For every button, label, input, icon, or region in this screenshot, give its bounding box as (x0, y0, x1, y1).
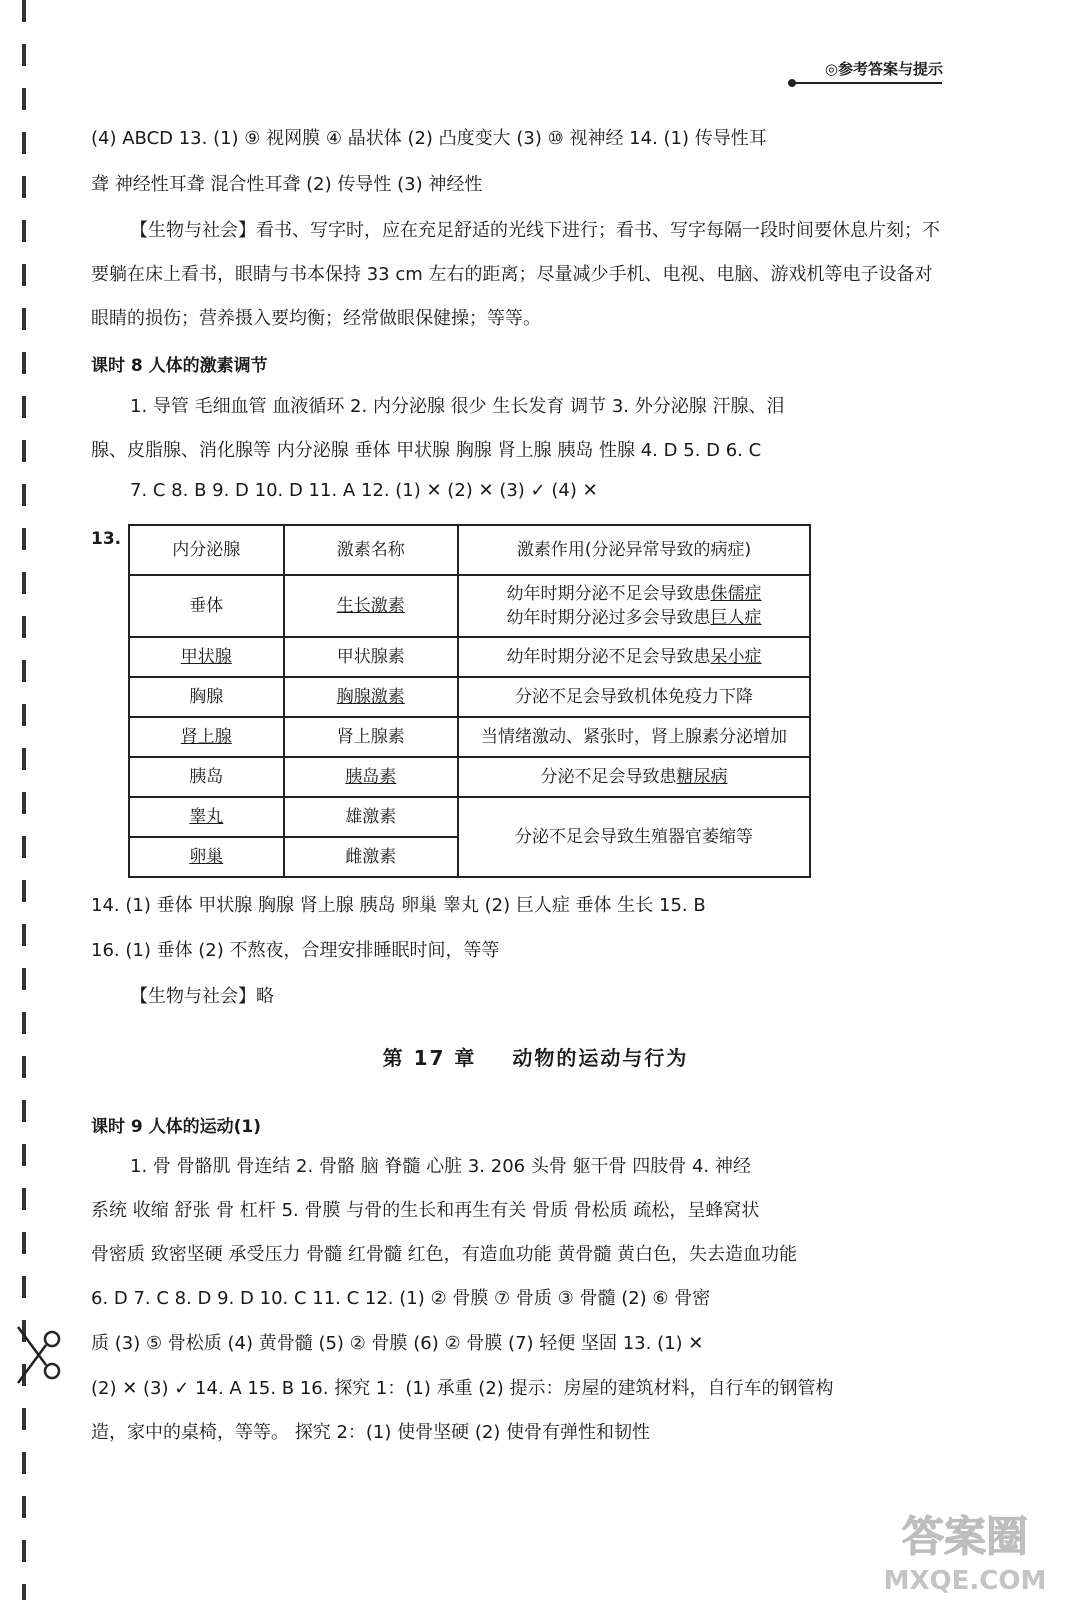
page-header: ◎参考答案与提示 (824, 60, 943, 78)
hormone-cell: 甲状腺素 (284, 637, 458, 677)
table-row (129, 757, 810, 797)
hormone-cell: 肾上腺素 (284, 717, 458, 757)
watermark-text: 答案圈 (901, 1512, 1029, 1561)
answer-line: 【生物与社会】看书、写字时，应在充足舒适的光线下进行；看书、写字每隔一段时间要休息片刻；不 (130, 220, 940, 241)
chapter-number: 第 17 章 (382, 1046, 477, 1070)
answer-line: 7. C 8. B 9. D 10. D 11. A 12. (1) ✕ (2) ✕ (3) ✓ (4) ✕ (130, 480, 598, 501)
hormone-cell (284, 757, 458, 797)
table-header-cell: 激素作用(分泌异常导致的病症) (458, 525, 810, 575)
answer-line: (2) ✕ (3) ✓ 14. A 15. B 16. 探究 1：(1) 承重 (2) 提示：房屋的建筑材料，自行车的钢管构 (91, 1378, 834, 1399)
table-row (129, 717, 810, 757)
effect-answer: 呆小症 (710, 647, 762, 667)
hormone-cell: 雌激素 (284, 837, 458, 877)
answer-line: (4) ABCD 13. (1) ⑨ 视网膜 ④ 晶状体 (2) 凸度变大 (3) ⑩ 视神经 14. (1) 传导性耳 (91, 128, 767, 149)
effect-text: 幼年时期分泌不足会导致患 (506, 647, 711, 667)
answer-line: 1. 骨 骨骼肌 骨连结 2. 骨骼 脑 脊髓 心脏 3. 206 头骨 躯干骨 四肢骨 4. 神经 (130, 1156, 751, 1177)
effect-cell: 分泌不足会导致机体免疫力下降 (458, 677, 810, 717)
question-number: 13. (91, 529, 122, 549)
effect-text: 幼年时期分泌不足会导致患 (506, 584, 711, 604)
header-dot (788, 79, 796, 87)
scissors-icon (12, 1325, 64, 1385)
effect-text: 分泌不足会导致患 (540, 767, 677, 787)
gland-answer: 卵巢 (189, 847, 224, 867)
gland-cell (129, 637, 284, 677)
table-row (129, 797, 810, 837)
gland-cell: 胰岛 (129, 757, 284, 797)
effect-answer: 侏儒症 (710, 584, 762, 604)
answer-line: 14. (1) 垂体 甲状腺 胸腺 肾上腺 胰岛 卵巢 睾丸 (2) 巨人症 垂体 生长 15. B (91, 895, 706, 916)
watermark-url: MXQE.COM (883, 1566, 1047, 1595)
hormone-cell: 雄激素 (284, 797, 458, 837)
table-row (129, 637, 810, 677)
answer-line: 6. D 7. C 8. D 9. D 10. C 11. C 12. (1) ② 骨膜 ⑦ 骨质 ③ 骨髓 (2) ⑥ 骨密 (91, 1288, 711, 1309)
gland-cell (129, 717, 284, 757)
gland-cell: 胸腺 (129, 677, 284, 717)
gland-cell: 垂体 (129, 575, 284, 637)
table-row (129, 677, 810, 717)
answer-line: 腺、皮脂腺、消化腺等 内分泌腺 垂体 甲状腺 胸腺 肾上腺 胰岛 性腺 4. D 5. D 6. C (91, 440, 762, 461)
table-row (129, 575, 810, 637)
gland-answer: 肾上腺 (180, 727, 232, 747)
effect-cell (458, 757, 810, 797)
effect-answer: 糖尿病 (676, 767, 728, 787)
answer-line: 1. 导管 毛细血管 血液循环 2. 内分泌腺 很少 生长发育 调节 3. 外分泌腺 汗腺、泪 (130, 396, 785, 417)
chapter-heading (0, 1042, 1071, 1071)
answer-line: 【生物与社会】略 (130, 986, 274, 1007)
answer-line: 16. (1) 垂体 (2) 不熬夜，合理安排睡眠时间，等等 (91, 940, 500, 961)
effect-cell: 当情绪激动、紧张时，肾上腺素分泌增加 (458, 717, 810, 757)
effect-text: 幼年时期分泌过多会导致患 (506, 608, 711, 628)
table-header-cell: 内分泌腺 (129, 525, 284, 575)
hormone-answer: 胰岛素 (345, 767, 397, 787)
chapter-name: 动物的运动与行为 (512, 1046, 689, 1070)
table-header-cell: 激素名称 (284, 525, 458, 575)
answer-line: 骨密质 致密坚硬 承受压力 骨髓 红骨髓 红色，有造血功能 黄骨髓 黄白色，失去造血功能 (91, 1244, 798, 1265)
gland-answer: 睾丸 (189, 807, 224, 827)
header-rule (792, 82, 942, 84)
section-title: 课时 8 人体的激素调节 (91, 356, 268, 376)
hormone-table (128, 524, 811, 878)
hormone-answer: 胸腺激素 (336, 687, 405, 707)
answer-line: 系统 收缩 舒张 骨 杠杆 5. 骨膜 与骨的生长和再生有关 骨质 骨松质 疏松，呈蜂窝状 (91, 1200, 760, 1221)
effect-answer: 巨人症 (710, 608, 762, 628)
effect-line (459, 582, 809, 606)
gland-cell (129, 837, 284, 877)
hormone-cell (284, 677, 458, 717)
section-title: 课时 9 人体的运动(1) (91, 1117, 262, 1137)
effect-line (459, 606, 809, 630)
watermark-logo (880, 1505, 1050, 1595)
answer-line: 质 (3) ⑤ 骨松质 (4) 黄骨髓 (5) ② 骨膜 (6) ② 骨膜 (7) 轻便 坚固 13. (1) ✕ (91, 1333, 704, 1354)
gland-cell (129, 797, 284, 837)
answer-line: 造，家中的桌椅，等等。 探究 2：(1) 使骨坚硬 (2) 使骨有弹性和韧性 (91, 1422, 651, 1443)
answer-line: 聋 神经性耳聋 混合性耳聋 (2) 传导性 (3) 神经性 (91, 174, 483, 195)
effect-cell (458, 637, 810, 677)
hormone-answer: 生长激素 (336, 596, 405, 616)
effect-cell: 分泌不足会导致生殖器官萎缩等 (458, 797, 810, 877)
effect-cell (458, 575, 810, 637)
gland-answer: 甲状腺 (180, 647, 232, 667)
answer-line: 要躺在床上看书，眼睛与书本保持 33 cm 左右的距离；尽量减少手机、电视、电脑、游戏机等电子设备对 (91, 264, 933, 285)
table-header-row (129, 525, 810, 575)
hormone-cell (284, 575, 458, 637)
answer-line: 眼睛的损伤；营养摄入要均衡；经常做眼保健操；等等。 (91, 308, 541, 329)
